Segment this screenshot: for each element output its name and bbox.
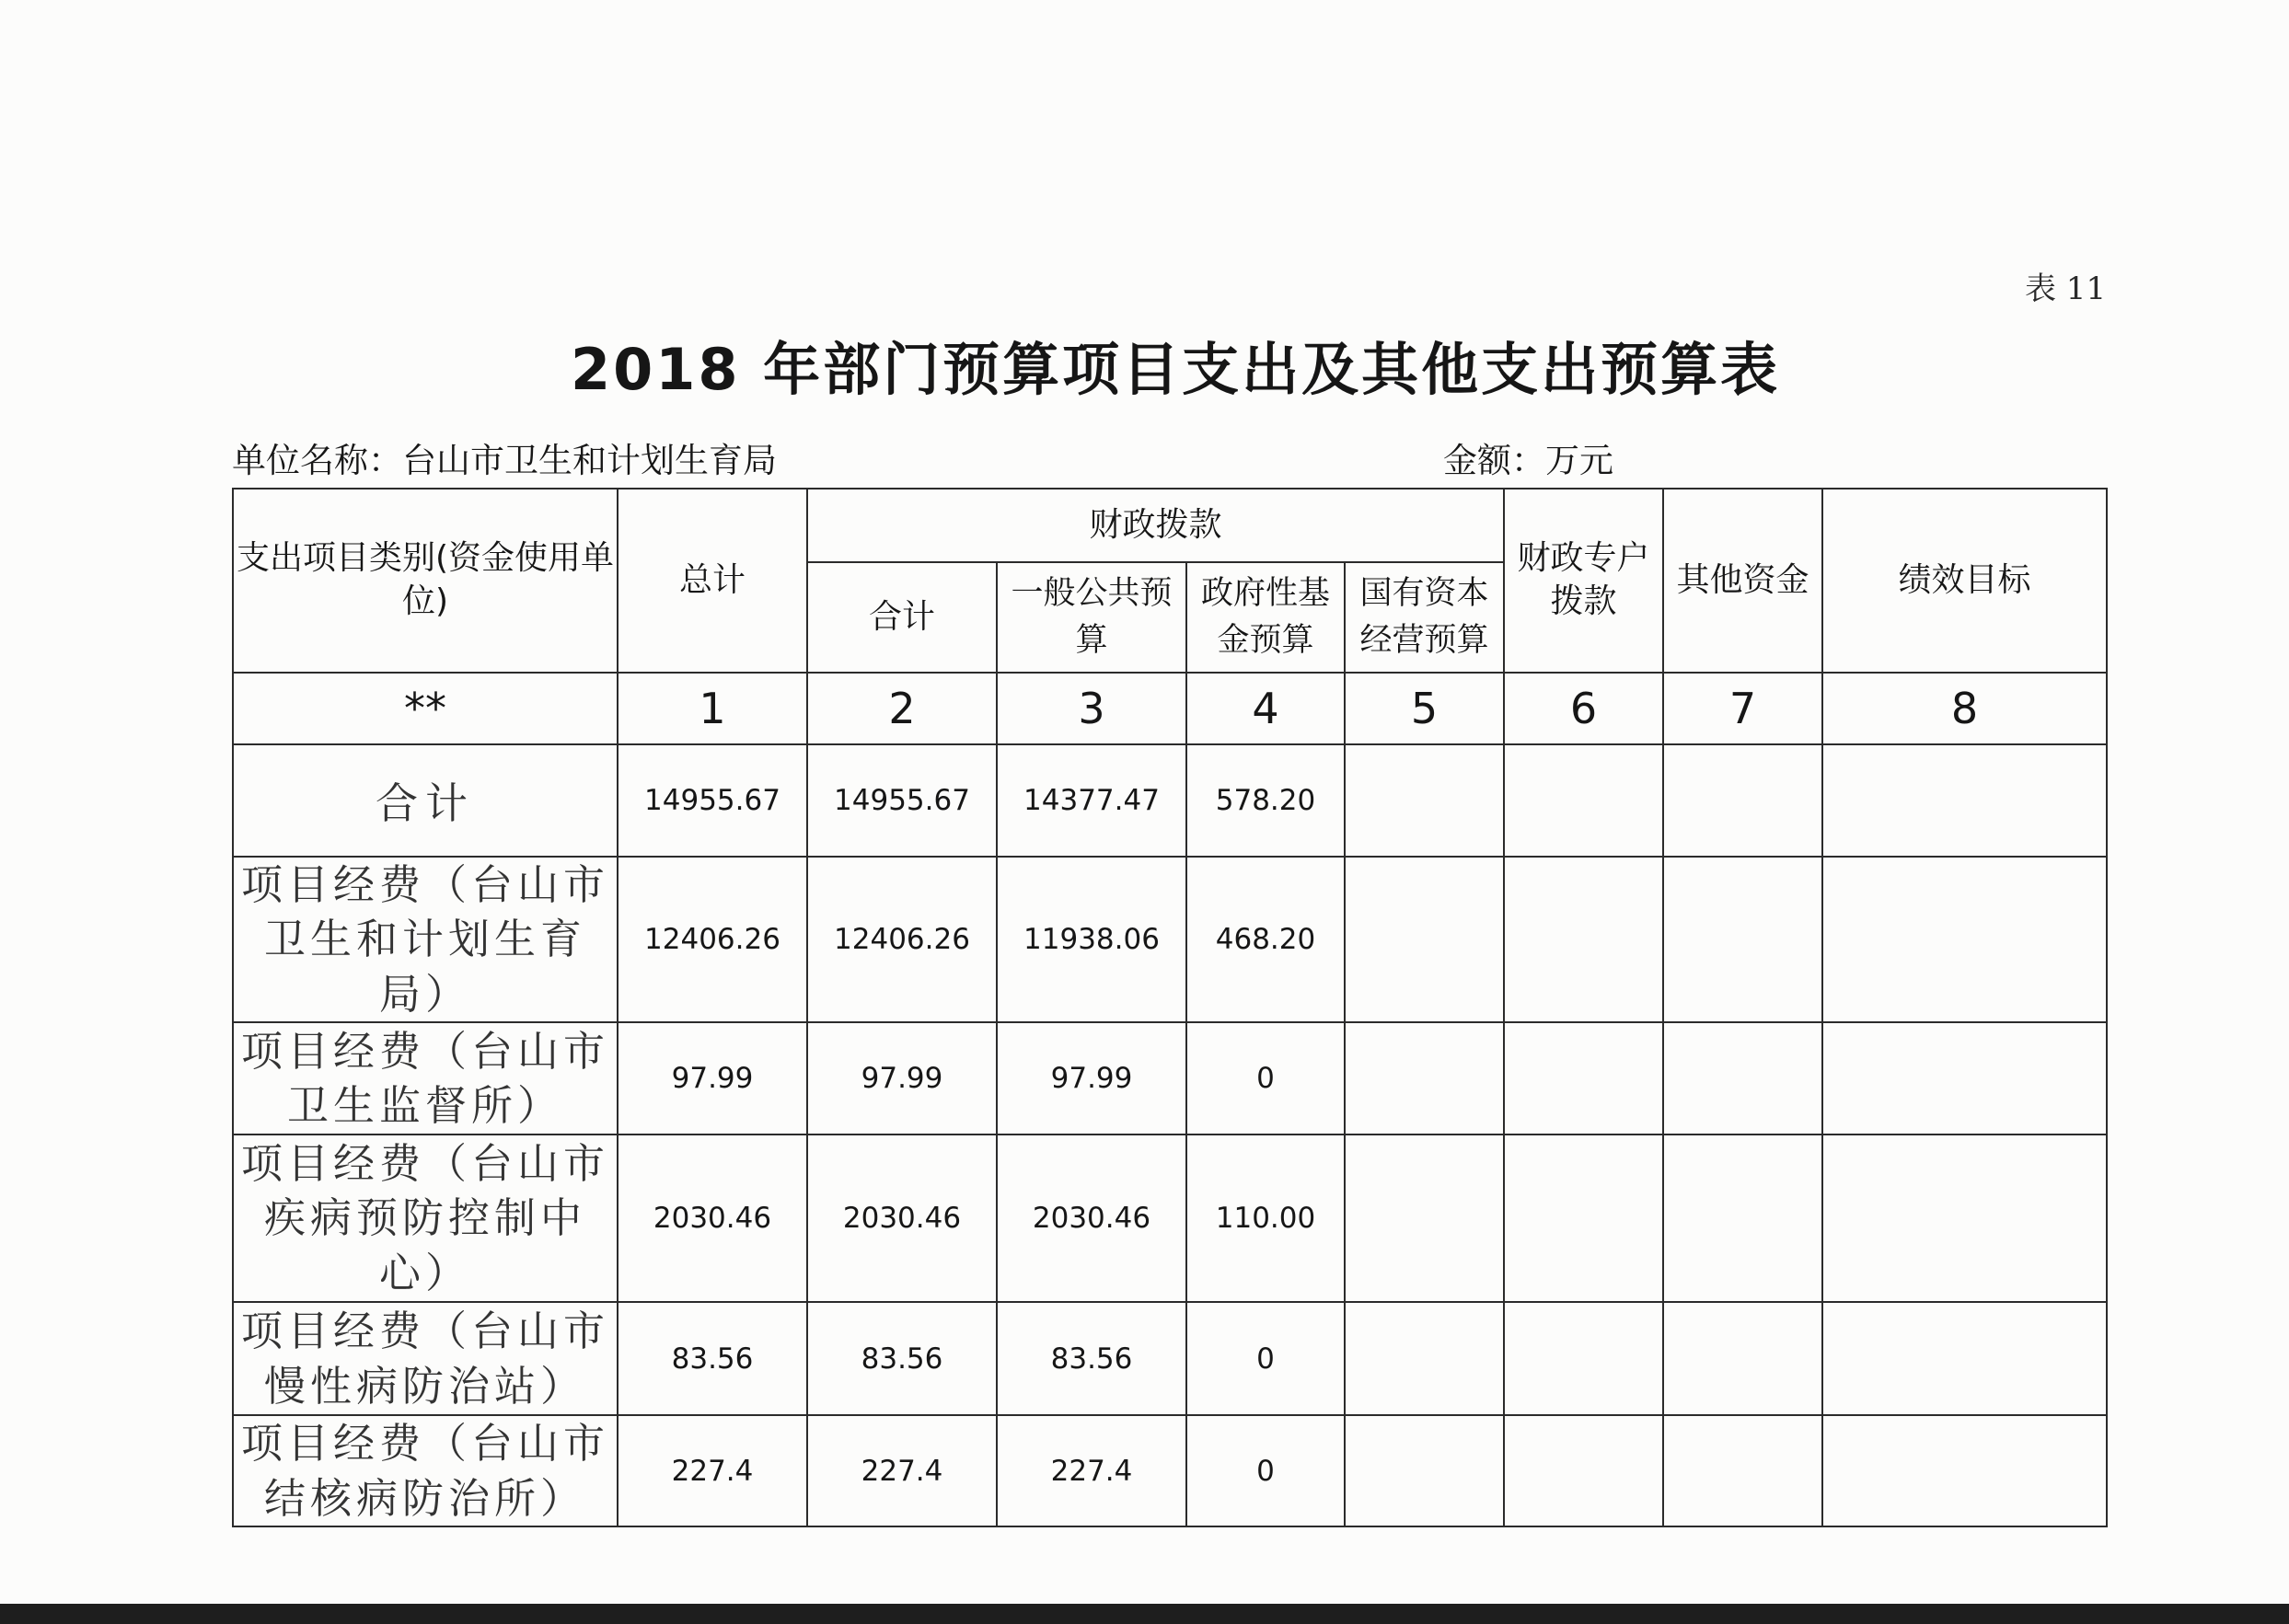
header-gov-fund: 政府性基金预算 xyxy=(1186,562,1345,673)
value-cell: 12406.26 xyxy=(807,857,997,1022)
value-cell xyxy=(1822,1022,2107,1134)
value-cell: 14955.67 xyxy=(618,744,807,857)
value-cell xyxy=(1504,1415,1663,1526)
row-label: 项目经费（台山市卫生监督所） xyxy=(233,1022,618,1134)
value-cell xyxy=(1663,1415,1822,1526)
index-cell: 8 xyxy=(1822,673,2107,744)
value-cell xyxy=(1345,1022,1504,1134)
index-cell: ** xyxy=(233,673,618,744)
header-total: 总计 xyxy=(618,489,807,673)
index-cell: 4 xyxy=(1186,673,1345,744)
header-fiscal-group: 财政拨款 xyxy=(807,489,1504,562)
row-label: 项目经费（台山市卫生和计划生育局） xyxy=(233,857,618,1022)
value-cell: 83.56 xyxy=(618,1302,807,1415)
value-cell xyxy=(1345,857,1504,1022)
value-cell: 0 xyxy=(1186,1022,1345,1134)
value-cell: 83.56 xyxy=(997,1302,1186,1415)
amount-unit-label: 金额：万元 xyxy=(1443,441,1613,480)
value-cell xyxy=(1663,857,1822,1022)
value-cell xyxy=(1822,857,2107,1022)
value-cell: 578.20 xyxy=(1186,744,1345,857)
table-number: 表 11 xyxy=(2025,271,2107,307)
index-cell: 6 xyxy=(1504,673,1663,744)
budget-table xyxy=(232,488,2108,1527)
value-cell: 0 xyxy=(1186,1415,1345,1526)
value-cell: 2030.46 xyxy=(807,1134,997,1302)
index-row xyxy=(233,673,2107,744)
value-cell: 14955.67 xyxy=(807,744,997,857)
value-cell xyxy=(1663,1134,1822,1302)
scan-edge-shadow xyxy=(0,1604,2289,1624)
value-cell: 227.4 xyxy=(997,1415,1186,1526)
value-cell xyxy=(1822,1415,2107,1526)
value-cell: 2030.46 xyxy=(618,1134,807,1302)
value-cell xyxy=(1345,1134,1504,1302)
value-cell xyxy=(1663,1022,1822,1134)
value-cell xyxy=(1504,1134,1663,1302)
value-cell: 97.99 xyxy=(997,1022,1186,1134)
value-cell xyxy=(1822,744,2107,857)
value-cell: 97.99 xyxy=(807,1022,997,1134)
row-label: 项目经费（台山市慢性病防治站） xyxy=(233,1302,618,1415)
table-row xyxy=(233,1134,2107,1302)
value-cell: 227.4 xyxy=(618,1415,807,1526)
value-cell xyxy=(1504,1022,1663,1134)
table-row xyxy=(233,1022,2107,1134)
table-row xyxy=(233,857,2107,1022)
index-cell: 7 xyxy=(1663,673,1822,744)
value-cell: 11938.06 xyxy=(997,857,1186,1022)
value-cell xyxy=(1504,1302,1663,1415)
index-cell: 5 xyxy=(1345,673,1504,744)
index-cell: 2 xyxy=(807,673,997,744)
value-cell xyxy=(1822,1302,2107,1415)
value-cell xyxy=(1663,744,1822,857)
row-label: 项目经费（台山市结核病防治所） xyxy=(233,1415,618,1526)
page-title: 2018 年部门预算项目支出及其他支出预算表 xyxy=(571,336,1781,403)
value-cell xyxy=(1345,1302,1504,1415)
header-general-budget: 一般公共预算 xyxy=(997,562,1186,673)
value-cell: 0 xyxy=(1186,1302,1345,1415)
header-performance: 绩效目标 xyxy=(1822,489,2107,673)
value-cell xyxy=(1345,1415,1504,1526)
value-cell xyxy=(1504,744,1663,857)
row-label: 项目经费（台山市疾病预防控制中心） xyxy=(233,1134,618,1302)
value-cell xyxy=(1663,1302,1822,1415)
value-cell: 468.20 xyxy=(1186,857,1345,1022)
header-category: 支出项目类别(资金使用单位) xyxy=(233,489,618,673)
table-row xyxy=(233,1302,2107,1415)
index-cell: 3 xyxy=(997,673,1186,744)
header-other-funds: 其他资金 xyxy=(1663,489,1822,673)
value-cell: 83.56 xyxy=(807,1302,997,1415)
table-row xyxy=(233,1415,2107,1526)
header-fiscal-subtotal: 合计 xyxy=(807,562,997,673)
value-cell: 12406.26 xyxy=(618,857,807,1022)
value-cell: 227.4 xyxy=(807,1415,997,1526)
total-row xyxy=(233,744,2107,857)
value-cell: 2030.46 xyxy=(997,1134,1186,1302)
value-cell: 110.00 xyxy=(1186,1134,1345,1302)
index-cell: 1 xyxy=(618,673,807,744)
header-state-capital: 国有资本经营预算 xyxy=(1345,562,1504,673)
unit-name-label: 单位名称：台山市卫生和计划生育局 xyxy=(232,441,777,480)
value-cell xyxy=(1822,1134,2107,1302)
header-special-fiscal: 财政专户拨款 xyxy=(1504,489,1663,673)
row-label: 合计 xyxy=(233,744,618,857)
value-cell xyxy=(1345,744,1504,857)
value-cell: 97.99 xyxy=(618,1022,807,1134)
value-cell xyxy=(1504,857,1663,1022)
value-cell: 14377.47 xyxy=(997,744,1186,857)
